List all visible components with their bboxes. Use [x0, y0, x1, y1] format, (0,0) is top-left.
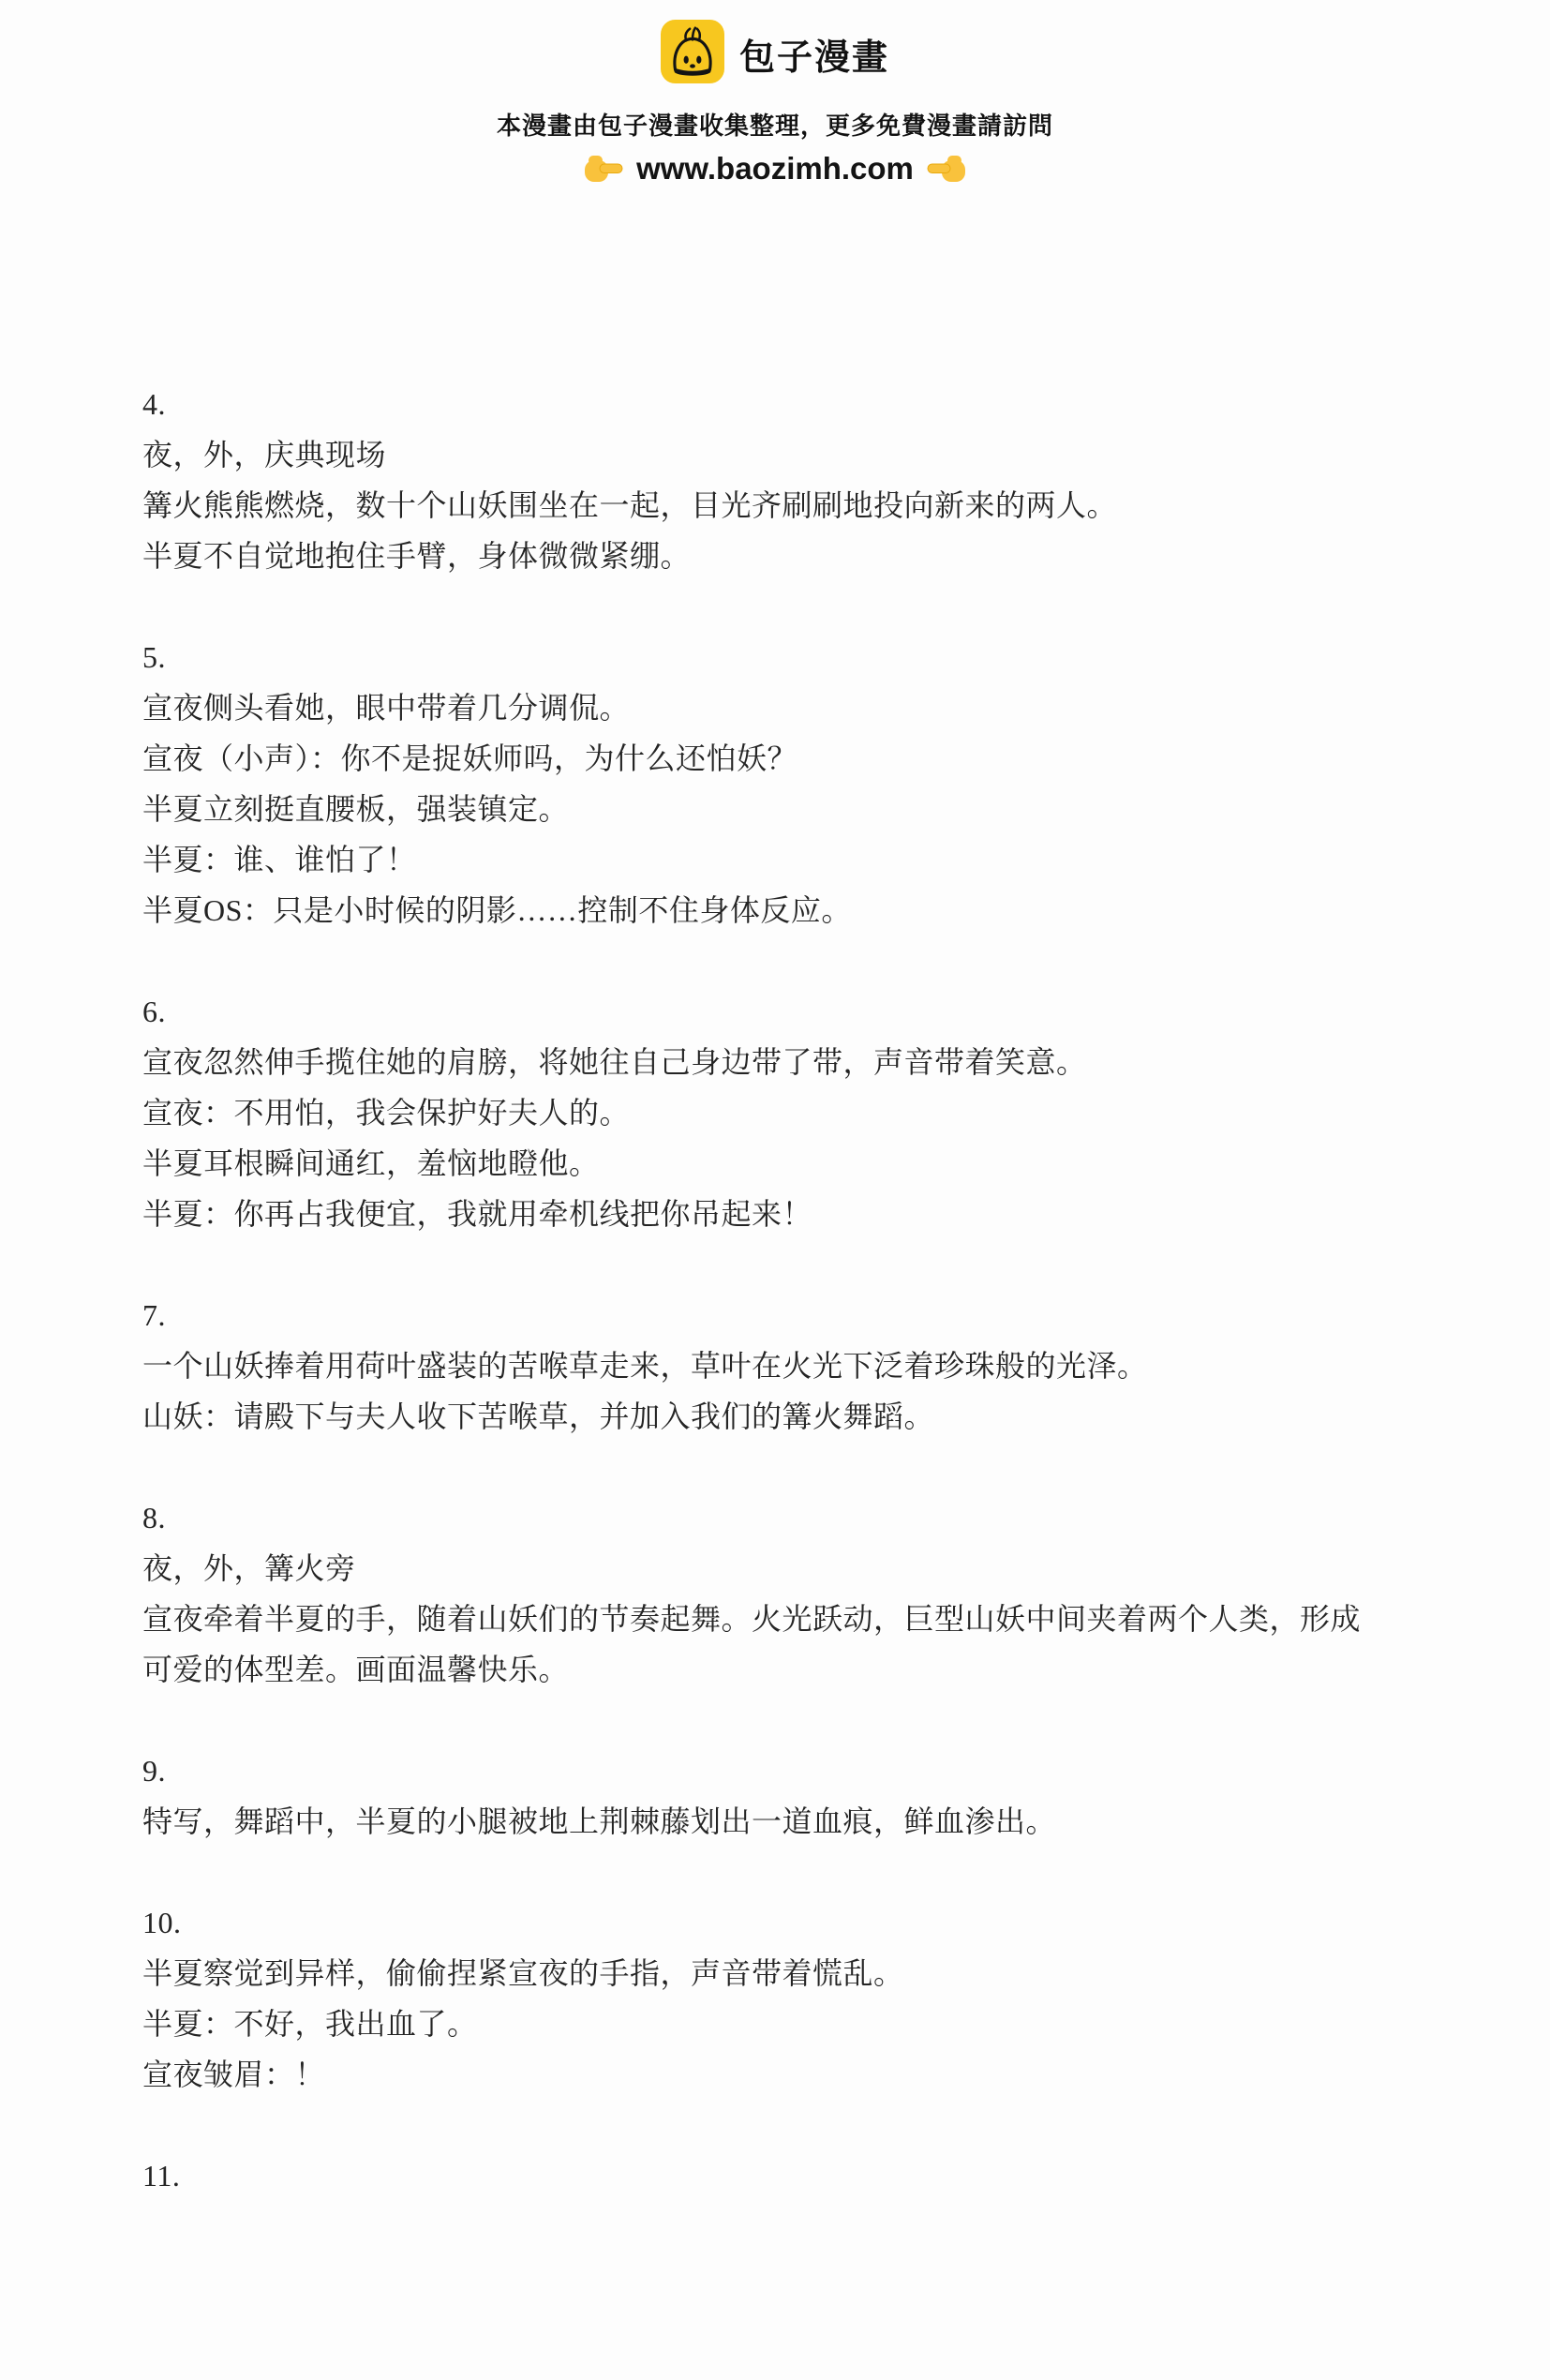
script-line: 宣夜：不用怕，我会保护好夫人的。: [142, 1096, 631, 1130]
section-number: 10.: [142, 1906, 182, 1939]
section-number: 5.: [142, 640, 166, 674]
pointing-left-hand-icon: [927, 153, 966, 185]
script-line: 山妖：请殿下与夫人收下苦喉草，并加入我们的篝火舞蹈。: [142, 1400, 935, 1433]
script-section-9: [142, 1745, 1361, 1847]
script-line: 半夏立刻挺直腰板，强装镇定。: [142, 792, 570, 826]
baozi-bun-icon: [661, 20, 724, 88]
pointing-right-hand-icon: [584, 153, 623, 185]
site-url-text: www.baozimh.com: [636, 151, 914, 186]
script-line: 一个山妖捧着用荷叶盛装的苦喉草走来，草叶在火光下泛着珍珠般的光泽。: [142, 1349, 1148, 1383]
script-line: 半夏察觉到异样，偷偷捏紧宣夜的手指，声音带着慌乱。: [142, 1956, 904, 1990]
section-number: 9.: [142, 1754, 166, 1788]
script-line: 夜，外，庆典现场: [142, 438, 387, 472]
script-line: 宣夜（小声）：你不是捉妖师吗，为什么还怕妖？: [142, 741, 798, 775]
screenplay-text: [142, 379, 1361, 2201]
script-line: 特写，舞蹈中，半夏的小腿被地上荆棘藤划出一道血痕，鲜血渗出。: [142, 1804, 1057, 1838]
script-line: 半夏耳根瞬间通红，羞恼地瞪他。: [142, 1146, 600, 1180]
script-section-8: [142, 1492, 1361, 1695]
script-line: 半夏OS：只是小时候的阴影……控制不住身体反应。: [142, 893, 852, 927]
section-number: 7.: [142, 1298, 166, 1332]
brand-row: [0, 21, 1550, 86]
section-number: 4.: [142, 387, 166, 421]
script-line: 篝火熊熊燃烧，数十个山妖围坐在一起，目光齐刷刷地投向新来的两人。: [142, 488, 1118, 522]
site-url-row: [0, 151, 1550, 187]
header-subtitle: 本漫畫由包子漫畫收集整理，更多免費漫畫請訪問: [496, 112, 1053, 140]
section-number: 11.: [142, 2159, 181, 2193]
script-section-11: [142, 2150, 1361, 2201]
script-section-10: [142, 1897, 1361, 2100]
script-line: 宣夜忽然伸手揽住她的肩膀，将她往自己身边带了带，声音带着笑意。: [142, 1045, 1087, 1079]
script-section-6: [142, 986, 1361, 1239]
brand-title: 包子漫畫: [738, 37, 889, 78]
script-line: 夜，外，篝火旁: [142, 1551, 356, 1585]
script-section-7: [142, 1290, 1361, 1442]
script-section-4: [142, 379, 1361, 581]
script-line: 半夏：你再占我便宜，我就用牵机线把你吊起来！: [142, 1197, 813, 1231]
script-line: 宣夜侧头看她，眼中带着几分调侃。: [142, 691, 631, 725]
script-section-5: [142, 632, 1361, 936]
script-line: 半夏不自觉地抱住手臂，身体微微紧绷。: [142, 539, 692, 573]
site-header: [0, 0, 1550, 187]
section-number: 8.: [142, 1501, 166, 1534]
script-line: 半夏：谁、谁怕了！: [142, 843, 417, 876]
script-line: 宣夜皱眉：！: [142, 2058, 326, 2091]
script-line: 宣夜牵着半夏的手，随着山妖们的节奏起舞。火光跃动，巨型山妖中间夹着两个人类，形成可爱的体型差。画面温馨快乐。: [142, 1602, 1362, 1686]
script-line: 半夏：不好，我出血了。: [142, 2007, 478, 2041]
section-number: 6.: [142, 995, 166, 1028]
